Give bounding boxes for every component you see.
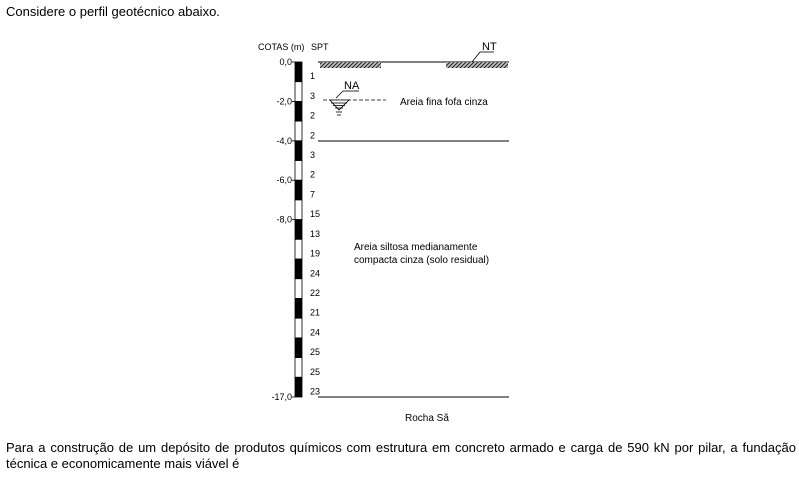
- borehole-segment: [295, 358, 302, 378]
- borehole-segment: [295, 220, 302, 240]
- spt-value: 2: [310, 169, 316, 180]
- spt-values: [310, 71, 320, 396]
- cota-label: -6,0: [276, 175, 292, 186]
- spt-value: 7: [310, 189, 316, 200]
- spt-value: 2: [310, 130, 316, 141]
- cotas-header: COTAS (m): [258, 42, 305, 52]
- question-text: Para a construção de um depósito de produtos químicos com estrutura em concreto armado e carga de 590 kN por pilar, a fundação técnica e economicamente mais viável é: [6, 440, 796, 471]
- layer-1-description: Areia fina fofa cinza: [400, 97, 488, 108]
- borehole-segment: [295, 279, 302, 299]
- borehole-segment: [295, 141, 302, 161]
- layer-2-description-line1: Areia siltosa medianamente: [354, 242, 478, 253]
- spt-value: 19: [310, 248, 321, 259]
- ground-hatch-right: [446, 62, 508, 68]
- spt-value: 13: [310, 228, 321, 239]
- cota-labels: [271, 57, 295, 402]
- na-leader: [336, 91, 343, 98]
- spt-value: 21: [310, 307, 321, 318]
- borehole-segment: [295, 82, 302, 102]
- spt-value: 1: [310, 71, 316, 82]
- nt-leader: [472, 52, 480, 62]
- spt-value: 3: [310, 150, 316, 161]
- intro-text: Considere o perfil geotécnico abaixo.: [6, 4, 220, 19]
- borehole-segment: [295, 377, 302, 397]
- borehole-segment: [295, 318, 302, 338]
- cota-label: -4,0: [276, 135, 292, 146]
- borehole-segment: [295, 101, 302, 121]
- borehole-segment: [295, 338, 302, 358]
- borehole-segment: [295, 298, 302, 318]
- borehole-column: [295, 62, 302, 397]
- nt-label: NT: [482, 41, 497, 53]
- spt-value: 22: [310, 287, 321, 298]
- borehole-segment: [295, 239, 302, 259]
- borehole-segment: [295, 200, 302, 220]
- cota-label: 0,0: [279, 57, 292, 67]
- na-label: NA: [344, 80, 360, 92]
- spt-value: 15: [310, 209, 321, 220]
- ground-hatch-left: [320, 62, 381, 68]
- water-table-symbol: [330, 100, 349, 115]
- spt-value: 2: [310, 110, 316, 121]
- borehole-segment: [295, 62, 302, 82]
- cota-label: -8,0: [276, 214, 292, 225]
- spt-value: 25: [310, 366, 321, 377]
- borehole-segment: [295, 180, 302, 200]
- cota-label: -17,0: [271, 392, 292, 402]
- spt-value: 25: [310, 347, 321, 358]
- borehole-segment: [295, 121, 302, 141]
- spt-header: SPT: [311, 42, 329, 52]
- layer-2-description-line2: compacta cinza (solo residual): [354, 255, 490, 266]
- borehole-segment: [295, 259, 302, 279]
- spt-value: 23: [310, 386, 321, 397]
- bedrock-label: Rocha Sã: [405, 413, 449, 424]
- cota-label: -2,0: [276, 96, 292, 107]
- spt-value: 24: [310, 268, 321, 279]
- spt-value: 24: [310, 327, 321, 338]
- spt-value: 3: [310, 90, 316, 101]
- borehole-segment: [295, 161, 302, 181]
